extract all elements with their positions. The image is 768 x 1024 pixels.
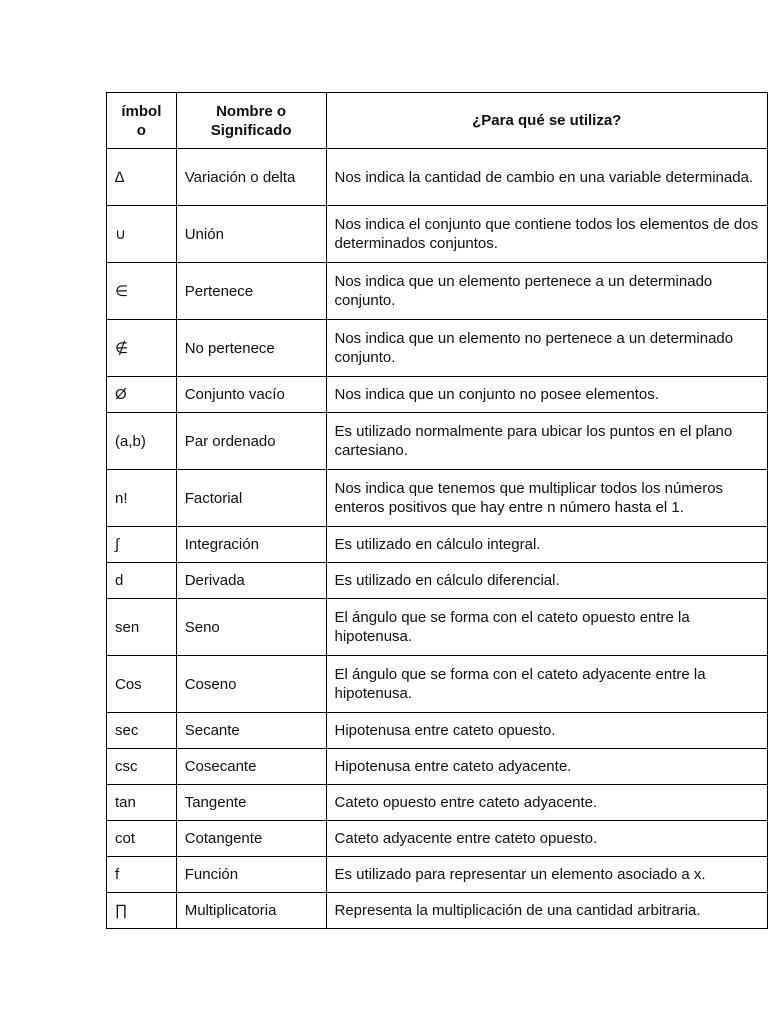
cell-purpose: Nos indica que un elemento no pertenece a un determinado conjunto. <box>326 320 768 377</box>
table-body <box>107 149 768 929</box>
table-row <box>107 785 768 821</box>
table-row <box>107 821 768 857</box>
cell-symbol: Cos <box>107 656 177 713</box>
cell-name: Integración <box>176 527 326 563</box>
cell-symbol: n! <box>107 470 177 527</box>
cell-name: Factorial <box>176 470 326 527</box>
cell-symbol: f <box>107 857 177 893</box>
cell-purpose: Es utilizado normalmente para ubicar los puntos en el plano cartesiano. <box>326 413 768 470</box>
cell-name: Tangente <box>176 785 326 821</box>
cell-symbol: sen <box>107 599 177 656</box>
cell-symbol: ∆ <box>107 149 177 206</box>
cell-purpose: Nos indica que un conjunto no posee elementos. <box>326 377 768 413</box>
cell-symbol: sec <box>107 713 177 749</box>
table-row <box>107 470 768 527</box>
header-row <box>107 93 768 149</box>
table-row <box>107 206 768 263</box>
cell-purpose: El ángulo que se forma con el cateto opuesto entre la hipotenusa. <box>326 599 768 656</box>
header-purpose: ¿Para qué se utiliza? <box>326 93 768 149</box>
cell-name: Par ordenado <box>176 413 326 470</box>
table-row <box>107 656 768 713</box>
cell-symbol: cot <box>107 821 177 857</box>
table-row <box>107 893 768 929</box>
cell-name: Conjunto vacío <box>176 377 326 413</box>
table-row <box>107 263 768 320</box>
cell-purpose: Hipotenusa entre cateto adyacente. <box>326 749 768 785</box>
cell-purpose: Es utilizado en cálculo integral. <box>326 527 768 563</box>
table-row <box>107 713 768 749</box>
cell-purpose: Cateto adyacente entre cateto opuesto. <box>326 821 768 857</box>
cell-name: Pertenece <box>176 263 326 320</box>
table-row <box>107 857 768 893</box>
table-header <box>107 93 768 149</box>
cell-symbol: ∏ <box>107 893 177 929</box>
cell-symbol: d <box>107 563 177 599</box>
cell-name: Cotangente <box>176 821 326 857</box>
table-row <box>107 527 768 563</box>
cell-symbol: Ø <box>107 377 177 413</box>
cell-symbol: ∫ <box>107 527 177 563</box>
table-row <box>107 413 768 470</box>
table-row <box>107 377 768 413</box>
cell-purpose: Es utilizado para representar un elemento asociado a x. <box>326 857 768 893</box>
cell-name: Unión <box>176 206 326 263</box>
cell-symbol: ∉ <box>107 320 177 377</box>
cell-purpose: Nos indica la cantidad de cambio en una variable determinada. <box>326 149 768 206</box>
cell-name: Variación o delta <box>176 149 326 206</box>
header-name: Nombre o Significado <box>176 93 326 149</box>
cell-purpose: Nos indica el conjunto que contiene todos los elementos de dos determinados conjuntos. <box>326 206 768 263</box>
cell-name: Multiplicatoria <box>176 893 326 929</box>
cell-symbol: csc <box>107 749 177 785</box>
cell-purpose: Representa la multiplicación de una cantidad arbitraria. <box>326 893 768 929</box>
cell-name: Derivada <box>176 563 326 599</box>
cell-symbol: tan <box>107 785 177 821</box>
cell-purpose: Cateto opuesto entre cateto adyacente. <box>326 785 768 821</box>
cell-name: Secante <box>176 713 326 749</box>
cell-name: Cosecante <box>176 749 326 785</box>
cell-symbol: (a,b) <box>107 413 177 470</box>
cell-name: No pertenece <box>176 320 326 377</box>
cell-purpose: Hipotenusa entre cateto opuesto. <box>326 713 768 749</box>
table-row <box>107 599 768 656</box>
cell-name: Función <box>176 857 326 893</box>
table-row <box>107 749 768 785</box>
table-row <box>107 149 768 206</box>
cell-purpose: Nos indica que un elemento pertenece a un determinado conjunto. <box>326 263 768 320</box>
cell-purpose: Nos indica que tenemos que multiplicar todos los números enteros positivos que hay entre n número hasta el 1. <box>326 470 768 527</box>
cell-name: Seno <box>176 599 326 656</box>
cell-purpose: El ángulo que se forma con el cateto adyacente entre la hipotenusa. <box>326 656 768 713</box>
symbols-table <box>106 92 768 929</box>
cell-symbol: ∈ <box>107 263 177 320</box>
cell-name: Coseno <box>176 656 326 713</box>
table-row <box>107 563 768 599</box>
header-symbol: ímbol o <box>107 93 177 149</box>
cell-purpose: Es utilizado en cálculo diferencial. <box>326 563 768 599</box>
table-row <box>107 320 768 377</box>
cell-symbol: ∪ <box>107 206 177 263</box>
